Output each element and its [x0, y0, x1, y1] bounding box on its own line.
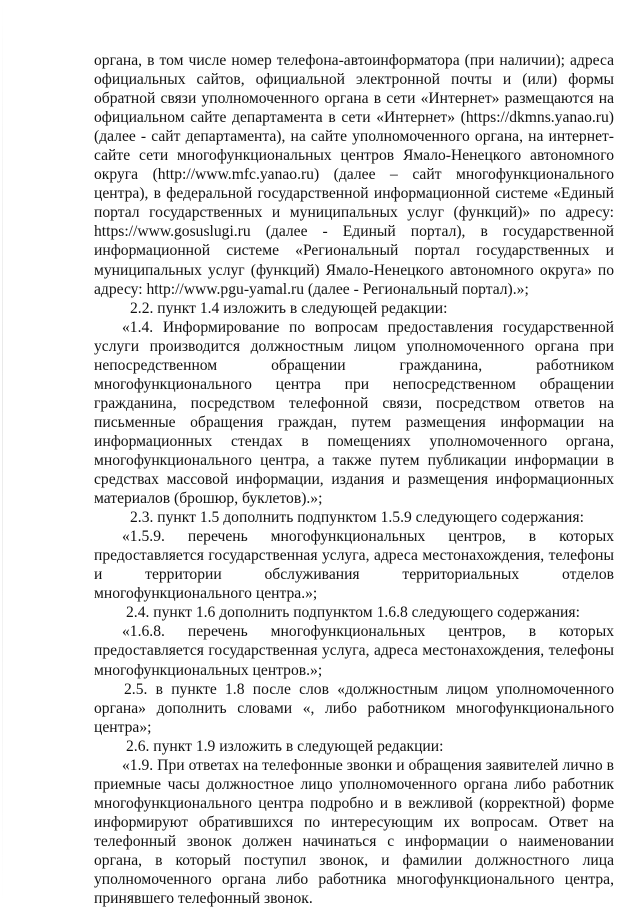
paragraph-clause-1-6-8: «1.6.8. перечень многофункциональных центров, в которых предоставляется государственная услуга, адреса местонахождения, телефоны многофункциональных центров.»; — [94, 623, 614, 679]
paragraph-item-2-5: 2.5. в пункте 1.8 после слов «должностным лицом уполномоченного органа» дополнить словами «, либо работником многофункционального центра»; — [94, 680, 614, 736]
paragraph-clause-1-9: «1.9. При ответах на телефонные звонки и обращения заявителей лично в приемные часы должностное лицо уполномоченного органа либо работник многофункционального центра подробно и в вежливой (корректной) форме информируют обратившихся по интересующим их вопросам. Ответ на телефонный звонок должен начинаться с информации о наименовании органа, в который поступил звонок, и фамилии должностного лица уполномоченного органа либо работника многофункционального центра, принявшего телефонный звонок. — [94, 756, 614, 908]
scan-edge-line — [2, 0, 3, 905]
document-body — [94, 51, 614, 908]
paragraph-item-2-6: 2.6. пункт 1.9 изложить в следующей редакции: — [126, 737, 444, 755]
paragraph-item-2-3: 2.3. пункт 1.5 дополнить подпунктом 1.5.9 следующего содержания: — [130, 509, 584, 527]
paragraph-contact-info: органа, в том числе номер телефона-автоинформатора (при наличии); адреса официальных сайтов, официальной электронной почты и (или) формы обратной связи уполномоченного органа в сети «Интернет» размещаются на официальном сайте департамента в сети «Интернет» (https://dkmns.yanao.ru) (далее - сайт департамента), на сайте уполномоченного органа, на интернет-сайте сети многофункциональных центров Ямало-Ненецкого автономного округа (http://www.mfc.yanao.ru) (далее – сайт многофункционального центра), в федеральной государственной информационной системе «Единый портал государственных и муниципальных услуг (функций)» по адресу: https://www.gosuslugi.ru (далее - Единый портал), в государственной информационной системе «Региональный портал государственных и муниципальных услуг (функций) Ямало-Ненецкого автономного округа» по адресу: http://www.pgu-yamal.ru (далее - Региональный портал).»; — [94, 52, 614, 298]
paragraph-item-2-4: 2.4. пункт 1.6 дополнить подпунктом 1.6.8 следующего содержания: — [126, 604, 580, 622]
paragraph-clause-1-4: «1.4. Информирование по вопросам предоставления государственной услуги производится должностным лицом уполномоченного органа при непосредственном обращении гражданина, работником многофункционального центра при непосредственном обращении гражданина, посредством телефонной связи, посредством ответов на письменные обращения граждан, путем размещения информации на информационных стендах в помещениях уполномоченного органа, многофункционального центра, а также путем публикации информации в средствах массовой информации, издания и размещения информационных материалов (брошюр, буклетов).»; — [94, 318, 614, 508]
paragraph-clause-1-5-9: «1.5.9. перечень многофункциональных центров, в которых предоставляется государственная услуга, адреса местонахождения, телефоны и территории обслуживания территориальных отделов многофункционального центра.»; — [94, 528, 614, 603]
paragraph-item-2-2: 2.2. пункт 1.4 изложить в следующей редакции: — [130, 299, 448, 317]
